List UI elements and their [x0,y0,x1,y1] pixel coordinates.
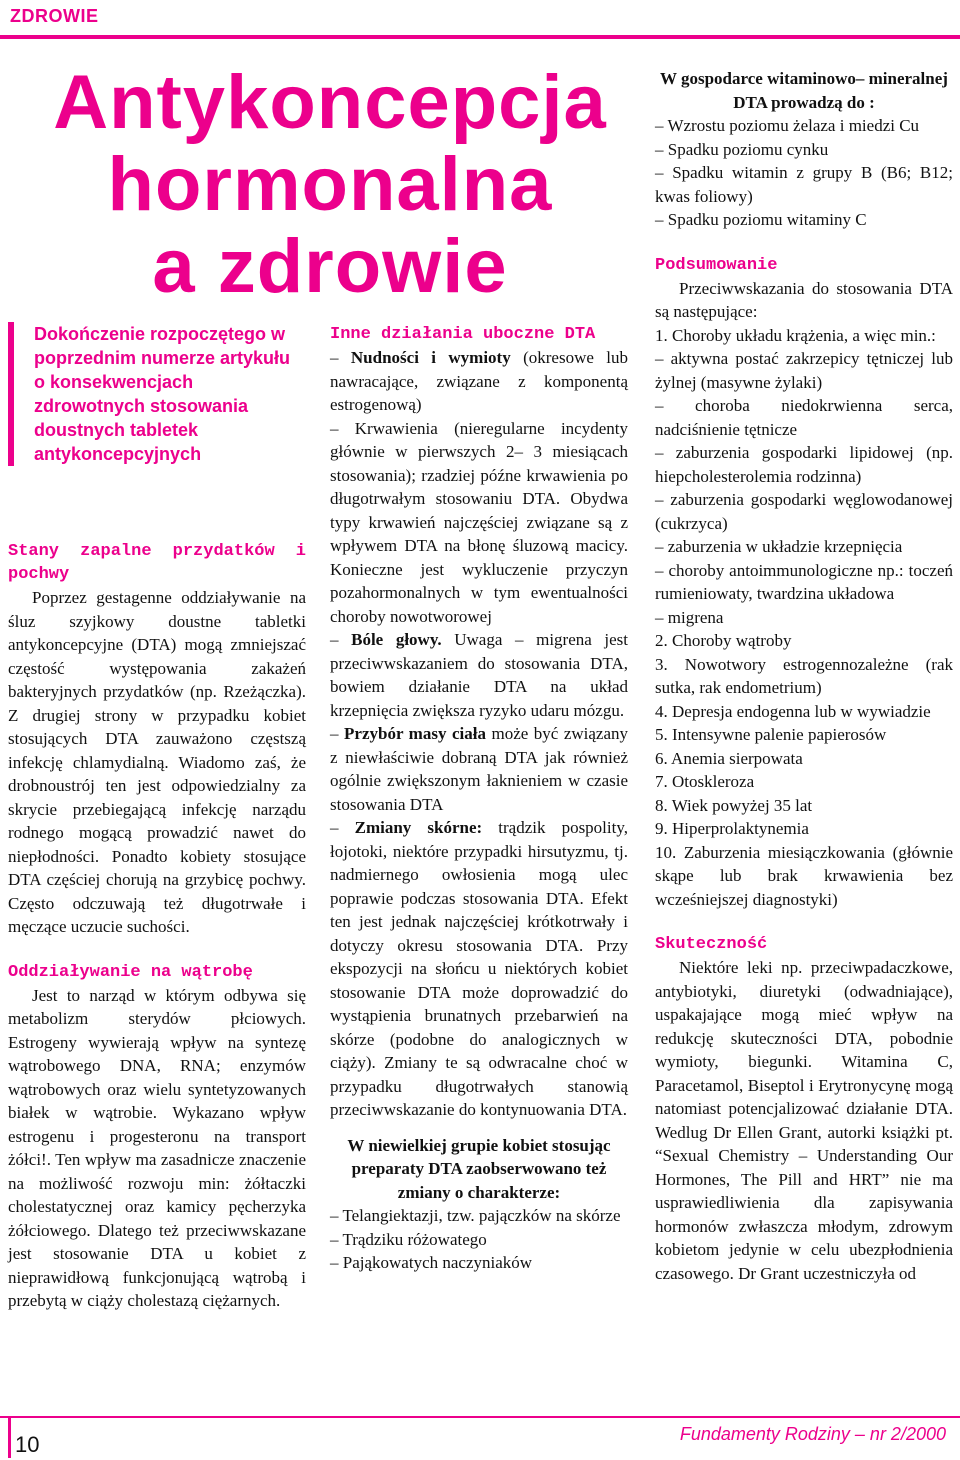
list-item: – aktywna postać zakrzepicy tętniczej lub żylnej (masywne żylaki) [655,349,953,392]
masa-text: może być związany z niewłaściwie dobraną DTA jak również ogólnie zwiększonym łaknieniem w czasie stosowania DTA [330,724,629,814]
lead-paragraph: Dokończenie rozpoczętego w poprzednim numerze artykułu o konsekwencjach zdrowotnych stosowania doustnych tabletek antykoncepcyjnych [8,322,298,466]
paragraph-watroba: Jest to narząd w którym odbywa się metabolizm sterydów płciowych. Estrogeny wywierają wpływ na syntezę wątrobowego DNA, RNA; enzymów wątrobowych oraz wielu syntetyzowanych białek w wątrobie. Wykazano wpływ estrogenu i progesteronu na transport żółci!. Ten wpływ ma zasadnicze znaczenie na możliwość rozwoju min: żółtaczki cholestatycznej oraz kamicy pęcherzyka żółciowego. Dlatego też przeciwwskazane jest stosowanie DTA u kobiet z nieprawidłową funkcjonującą wątrobą i przebytą w ciąży cholestazą ciężarnych. [8,985,306,1310]
column-3 [655,67,953,1285]
list-item: – Spadku poziomu cynku [655,139,829,159]
list-item: 4. Depresja endogenna lub w wywiadzie [655,701,931,721]
list-item: 5. Intensywne palenie papierosów [655,725,887,744]
heading-podsumowanie: Podsumowanie [655,255,778,275]
list-item: 1. Choroby układu krążenia, a więc min.: [655,325,936,345]
list-item: – Wzrostu poziomu żelaza i miedzi Cu [655,116,920,135]
paragraph-bole-glowy: – Bóle głowy. Uwaga – migrena jest przeciwwskazaniem do stosowania DTA, bowiem działanie DTA na układ krzepnięcia zwiększa ryzyko udaru mózgu. [330,630,629,720]
list-item: 8. Wiek powyżej 35 lat [655,795,813,815]
nudnosci-lead: Nudności i wymioty [350,348,511,367]
bole-text: Uwaga – migrena jest przeciwwskazaniem do stosowania DTA, bowiem działanie DTA na układ krzepnięcia zwiększa ryzyko udaru mózgu. [330,630,629,720]
list-item: – migrena [655,607,724,627]
paragraph-grupa-kobiet: W niewielkiej grupie kobiet stosując preparaty DTA zaobserwowano też zmiany o charakterze: [347,1135,611,1202]
heading-inne-dzialania: Inne działania uboczne DTA [330,325,596,344]
list-item: – Pająkowatych naczyniaków [330,1253,533,1272]
list-item: – zaburzenia gospodarki węglowodanowej (cukrzyca) [655,490,953,533]
title-line-3: a zdrowie [152,224,508,309]
article-title [40,62,620,308]
masa-lead: Przybór masy ciała [344,724,486,743]
list-item: 10. Zaburzenia miesiączkowania (głównie skąpe lub brak krwawienia bez wcześniejszej diagnostyki) [655,842,953,909]
section-label: ZDROWIE [10,6,99,26]
list-item: – Trądziku różowatego [330,1229,487,1249]
nudnosci-text: (okresowe lub nawracające, związane z komponentą estrogenową) [330,348,629,414]
list-item: – Spadku witamin z grupy B (B6; B12; kwas foliowy) [655,163,953,206]
list-item: – choroba niedokrwienna serca, nadciśnienie tętnicze [655,396,953,439]
paragraph-stany-zapalne: Poprzez gestagenne oddziaływanie na śluz szyjkowy doustne tabletki antykoncepcyjne (DTA) mogą zmniejszać częstość występowania zakażeń bakteryjnych przydatków (np. Rzeżączka). Z drugiej strony w przypadku kobiet stosujących DTA zauważono częstszą infekcję chlamydialną. Wiadomo zaś, że drobnoustrój ten jest odpowiedzialny za skrycie przebiegającą infekcję narządu rodnego mogącą prowadzić nawet do niepłodności. Ponadto kobiety stosujące DTA częściej chorują na grzybicę pochwy. Często odczuwają też długotrwałe i męczące uczucie suchości. [8,588,306,936]
list-item: 6. Anemia sierpowata [655,748,803,768]
magazine-name: Fundamenty Rodziny – nr 2/2000 [679,1424,946,1444]
bole-lead: Bóle głowy. [351,630,442,649]
skora-lead: Zmiany skórne: [354,818,483,837]
paragraph-masa-ciala: – Przybór masy ciała może być związany z niewłaściwie dobraną DTA jak również ogólnie zwiększonym łaknieniem w czasie stosowania DTA [330,724,629,814]
page-number: 10 [8,1418,48,1458]
list-item: – Spadku poziomu witaminy C [655,210,867,229]
heading-watroba: Oddziaływanie na wątrobę [8,962,253,982]
heading-skutecznosc: Skuteczność [655,935,768,954]
list-item: 3. Nowotwory estrogennozależne (rak sutka, rak endometrium) [655,654,953,697]
paragraph-krwawienia: – Krwawienia (nieregularne incydenty głównie w pierwszych 2– 3 miesiącach stosowania); rzadziej późne krwawienia po długotrwałym stosowaniu DTA. Obydwa typy krwawień najczęściej związane są z wpływem DTA na błonę śluzową macicy. Konieczne jest wykluczenie przyczyn pozahormonalnych w tym ewentualności choroby nowotworowej [330,418,628,626]
list-item: – choroby antoimmunologiczne np.: toczeń rumieniowaty, twardzina układowa [655,560,953,603]
list-item: 7. Otoskleroza [655,772,755,791]
list-item: – Telangiektazji, tzw. pajączków na skórze [330,1206,621,1225]
skora-text: trądzik pospolity, łojotoki, niektóre przypadki hirsutyzmu, tj. nadmiernego owłosienia mogą ulec poprawie podczas stosowania DTA. Efekt ten jest jednak najczęściej krótkotrwały i dotyczy okresu stosowania DTA. Przy ekspozycji na słońcu u niektórych kobiet stosowanie DTA może doprowadzić do wystąpienia brunatnych przebarwień na skórze (podobne do analogicznych w ciąży). Zmiany te są odwracalne choć w przypadku długotrwałych stanowią przeciwwskazanie do kontynuowania DTA. [330,818,628,1119]
list-item: 9. Hiperprolaktynemia [655,819,809,838]
paragraph-zmiany-skorne: – Zmiany skórne: trądzik pospolity, łojotoki, niektóre przypadki hirsutyzmu, tj. nadmiernego owłosienia mogą ulec poprawie podczas stosowania DTA. Efekt ten jest jednak najczęściej krótkotrwały i dotyczy okresu stosowania DTA. Przy ekspozycji na słońcu u niektórych kobiet stosowanie DTA może doprowadzić do wystąpienia brunatnych przebarwień na skórze (podobne do analogicznych w ciąży). Zmiany te są odwracalne choć w przypadku długotrwałych stanowią przeciwwskazanie do kontynuowania DTA. [330,818,628,1119]
paragraph-podsumowanie: Przeciwwskazania do stosowania DTA są następujące: [655,278,953,321]
heading-stany-zapalne: Stany zapalne przydatków i pochwy [8,542,306,584]
title-line-1: Antykoncepcja [53,60,607,145]
footer-rule [0,1416,960,1418]
list-item: – zaburzenia gospodarki lipidowej (np. hiepcholesterolemia rodzinna) [655,443,953,486]
list-item: 2. Choroby wątroby [655,631,792,650]
heading-witaminy: W gospodarce witaminowo– mineralnej DTA prowadzą do : [660,69,948,112]
list-item: – zaburzenia w układzie krzepnięcia [655,537,903,556]
title-line-2: hormonalna [107,142,553,227]
paragraph-nudnosci: – Nudności i wymioty (okresowe lub nawracające, związane z komponentą estrogenową) [330,348,629,414]
column-2 [330,323,628,1275]
top-rule [0,35,960,39]
column-1 [8,540,306,1313]
paragraph-skutecznosc: Niektóre leki np. przeciwpadaczkowe, antybiotyki, diuretyki (odwadniające), uspakajające mogą mieć wpływ na redukcję skuteczności DTA, pobodnie wymioty, biegunki. Witamina C, Paracetamol, Biseptol i Erytronycynę mogą natomiast potencjalizować działanie DTA. Wedlug Dr Ellen Grant, autorki książki pt. “Sexual Chemistry – Understanding Our Hormones, The Pill and HRT” nie ma usprawiedliwienia dla zapisywania hormonów zwłaszcza młodym, zdrowym kobietom jedynie w celu ubezpłodnienia czasowego. Dr Grant uczestniczyła od [655,958,953,1283]
